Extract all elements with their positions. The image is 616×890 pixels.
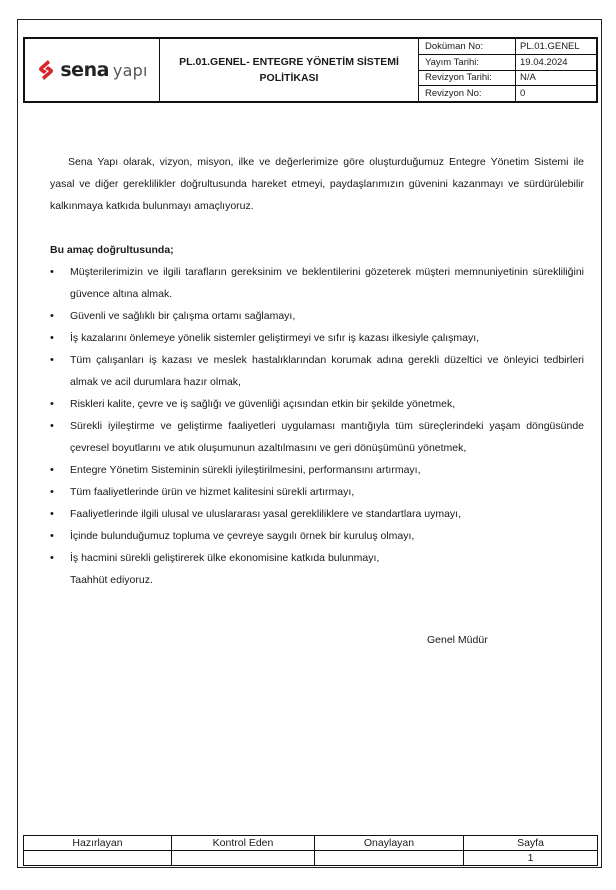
bullet-icon: [50, 305, 70, 327]
list-item: [50, 547, 584, 569]
intro-paragraph: Sena Yapı olarak, vizyon, misyon, ilke ve değerlerimize göre oluşturduğumuz Entegre Yönetim Sistemi ile yasal ve diğer gereklilikler doğrultusunda hareket etmeyi, paydaşlarımızın güvenini kazanmayı ve sürdürülebilir kalkınmaya katkıda bulunmayı amaçlıyoruz.: [50, 156, 584, 212]
company-logo: [36, 59, 147, 81]
logo-brand-light: yapı: [112, 60, 148, 80]
document-title-line1: PL.01.GENEL- ENTEGRE YÖNETİM SİSTEMİ: [179, 56, 399, 68]
list-item: [50, 305, 584, 327]
meta-row-document-no: [419, 39, 596, 55]
list-item-text: İçinde bulunduğumuz topluma ve çevreye saygılı örnek bir kuruluş olmayı,: [70, 530, 415, 542]
approval-footer-table: [23, 835, 598, 866]
bullet-icon: [50, 393, 70, 415]
footer-value-row: [24, 851, 598, 866]
document-title-line2: POLİTİKASI: [259, 72, 319, 84]
signer-title: Genel Müdür: [427, 634, 488, 646]
list-item-text: Entegre Yönetim Sisteminin sürekli iyileştirilmesini, performansını artırmayı,: [70, 464, 421, 476]
list-item-text: Tüm faaliyetlerinde ürün ve hizmet kalitesini sürekli artırmayı,: [70, 486, 355, 498]
meta-row-publish-date: [419, 55, 596, 71]
meta-row-revision-date: [419, 71, 596, 87]
policy-bullet-list: [50, 261, 584, 569]
meta-value: N/A: [520, 72, 536, 84]
logo-brand-bold: sena: [60, 59, 109, 81]
bullet-icon: [50, 525, 70, 547]
list-item: [50, 415, 584, 459]
footer-header-approved-by: Onaylayan: [315, 836, 464, 851]
bullet-icon: [50, 481, 70, 503]
commitment-text: Taahhüt ediyoruz.: [70, 574, 153, 586]
list-item: [50, 459, 584, 481]
list-item: [50, 261, 584, 305]
list-item: [50, 525, 584, 547]
list-item-text: İş hacmini sürekli geliştirerek ülke ekonomisine katkıda bulunmayı,: [70, 552, 380, 564]
bullet-icon: [50, 547, 70, 569]
sena-s-logo-icon: [36, 59, 56, 81]
meta-label: Revizyon No:: [419, 86, 516, 101]
list-item-text: Tüm çalışanları iş kazası ve meslek hastalıklarından korumak adına gerekli düzeltici ve önleyici tedbirleri almak ve acil durumlara hazır olmak,: [70, 354, 584, 388]
bullet-icon: [50, 503, 70, 525]
list-item: [50, 503, 584, 525]
footer-value-approved-by: [315, 851, 464, 866]
list-item-text: Sürekli iyileştirme ve geliştirme faaliyetleri uygulaması mantığıyla tüm süreçlerindeki yaşam döngüsünde çevresel boyutlarını ve atık oluşumunun azaltılmasını ve geri dönüşümünü yönetmek,: [70, 420, 584, 454]
list-item: [50, 349, 584, 393]
meta-value: 19.04.2024: [520, 56, 568, 68]
footer-header-checked-by: Kontrol Eden: [172, 836, 315, 851]
meta-row-revision-no: [419, 86, 596, 101]
section-heading: Bu amaç doğrultusunda;: [50, 244, 174, 256]
list-item-text: Güvenli ve sağlıklı bir çalışma ortamı sağlamayı,: [70, 310, 296, 322]
list-item: [50, 327, 584, 349]
meta-label: Revizyon Tarihi:: [419, 71, 516, 86]
footer-value-checked-by: [172, 851, 315, 866]
list-item-text: Faaliyetlerinde ilgili ulusal ve uluslararası yasal gerekliliklere ve standartlara uymayı,: [70, 508, 462, 520]
document-header-table: [23, 37, 598, 103]
bullet-icon: [50, 415, 70, 437]
meta-label: Doküman No:: [419, 39, 516, 54]
bullet-icon: [50, 459, 70, 481]
logo-cell: [25, 39, 160, 101]
footer-header-prepared-by: Hazırlayan: [24, 836, 172, 851]
meta-value: 0: [520, 88, 526, 100]
footer-header-page: Sayfa: [464, 836, 598, 851]
meta-label: Yayım Tarihi:: [419, 55, 516, 70]
bullet-icon: [50, 349, 70, 371]
list-item-text: İş kazalarını önlemeye yönelik sistemler geliştirmeyi ve sıfır iş kazası ilkesiyle çalışmayı,: [70, 332, 480, 344]
policy-body: [50, 151, 584, 591]
meta-value: PL.01.GENEL: [520, 40, 580, 52]
list-item-text: Riskleri kalite, çevre ve iş sağlığı ve güvenliği açısından etkin bir şekilde yönetmek,: [70, 398, 456, 410]
footer-header-row: [24, 836, 598, 851]
document-title: [160, 39, 419, 101]
footer-value-page-number: 1: [464, 851, 598, 866]
list-item: [50, 393, 584, 415]
document-meta-table: [419, 39, 596, 101]
footer-value-prepared-by: [24, 851, 172, 866]
bullet-icon: [50, 327, 70, 349]
bullet-icon: [50, 261, 70, 283]
list-item-text: Müşterilerimizin ve ilgili tarafların gereksinim ve beklentilerini gözeterek müşteri memnuniyetinin sürekliliğini güvence altına almak.: [70, 266, 584, 300]
list-item: [50, 481, 584, 503]
